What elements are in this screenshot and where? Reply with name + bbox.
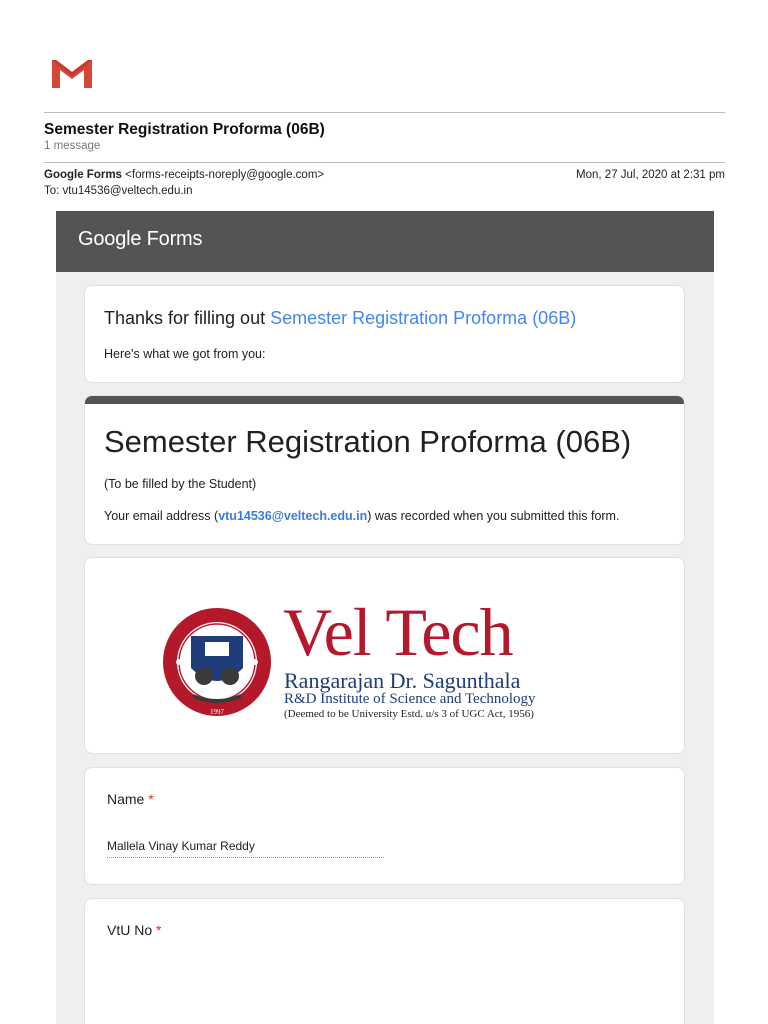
email-note-prefix: Your email address ( (104, 509, 219, 523)
question-card-name (84, 767, 685, 885)
thanks-card (84, 285, 685, 383)
form-title: Semester Registration Proforma (06B) (104, 424, 632, 459)
message-count: 1 message (44, 140, 101, 152)
google-forms-header (56, 211, 714, 272)
form-description: (To be filled by the Student) (104, 477, 257, 491)
email-subject: Semester Registration Proforma (06B) (44, 121, 325, 138)
email-note-suffix: ) was recorded when you submitted this form. (367, 509, 620, 523)
question-label (107, 922, 161, 938)
form-link[interactable]: Semester Registration Proforma (06B) (270, 308, 577, 328)
thanks-heading (104, 308, 576, 329)
form-header-card (84, 395, 685, 545)
question-label-text: Name (107, 791, 145, 807)
email-recorded-note (104, 509, 619, 523)
veltech-title: Vel Tech (283, 594, 513, 670)
form-accent-bar (85, 396, 684, 404)
veltech-line3: (Deemed to be University Estd. u/s 3 of UGC Act, 1956) (284, 708, 534, 720)
seal-year: 1997 (210, 708, 224, 716)
recipient: To: vtu14536@veltech.edu.in (44, 185, 193, 197)
required-mark: * (148, 791, 154, 807)
google-forms-logo (78, 228, 202, 251)
question-card-vtu-no (84, 898, 685, 1024)
sender (44, 169, 324, 181)
required-mark: * (156, 922, 162, 938)
veltech-line2: R&D Institute of Science and Technology (284, 691, 536, 707)
thanks-prefix: Thanks for filling out (104, 308, 266, 328)
email-date: Mon, 27 Jul, 2020 at 2:31 pm (576, 169, 725, 181)
sender-name: Google Forms (44, 169, 122, 181)
answer-underline (107, 857, 384, 858)
google-wordmark: Google (78, 228, 142, 250)
thanks-subtext: Here's what we got from you: (104, 347, 266, 361)
logo-card (84, 557, 685, 754)
forms-wordmark: Forms (146, 228, 203, 250)
veltech-seal-icon (161, 602, 273, 722)
question-label (107, 791, 154, 807)
gmail-logo-icon (50, 56, 94, 90)
veltech-line1: Rangarajan Dr. Sagunthala (284, 668, 521, 693)
question-label-text: VtU No (107, 922, 153, 938)
veltech-logo (161, 594, 561, 722)
header-divider (44, 112, 725, 113)
sender-address: <forms-receipts-noreply@google.com> (125, 169, 325, 181)
email-body (56, 211, 714, 1024)
answer-value: Mallela Vinay Kumar Reddy (107, 839, 255, 853)
message-divider (44, 162, 725, 163)
recorded-email[interactable]: vtu14536@veltech.edu.in (218, 509, 368, 523)
